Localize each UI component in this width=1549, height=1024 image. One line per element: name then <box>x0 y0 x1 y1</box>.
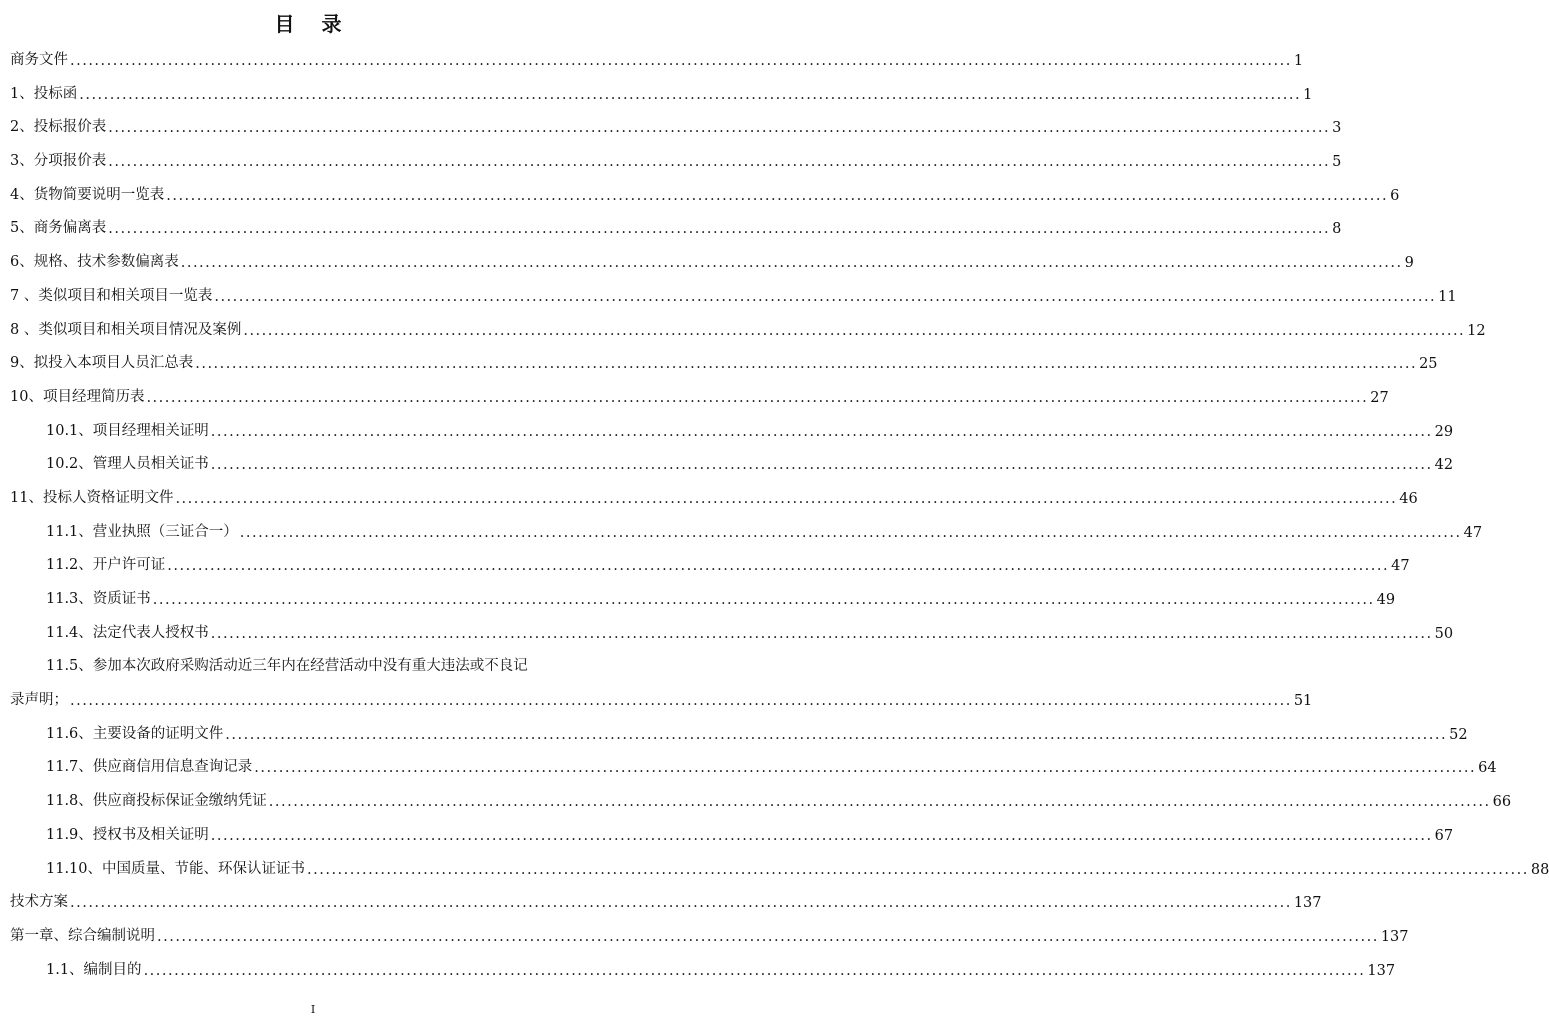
toc-entry[interactable] <box>10 177 1400 211</box>
toc-leader-dots: ........................................................................................................................................................................................................ <box>210 827 1433 844</box>
toc-entry-label: 9、拟投入本项目人员汇总表 <box>10 355 194 372</box>
toc-entry[interactable] <box>10 648 1313 715</box>
toc-entry-label: 11.4、法定代表人授权书 <box>46 624 209 641</box>
toc-entry-page-number: 137 <box>1293 895 1322 912</box>
toc-leader-dots: ........................................................................................................................................................................................................ <box>307 861 1529 878</box>
toc-leader-dots: ........................................................................................................................................................................................................ <box>108 154 1331 171</box>
toc-entry[interactable] <box>10 312 1486 346</box>
toc-entry-label-continued: 录声明； <box>10 692 68 709</box>
toc-leader-dots: ........................................................................................................................................................................................................ <box>152 592 1375 608</box>
toc-entry-page-number: 29 <box>1434 423 1454 440</box>
toc-entry[interactable] <box>10 514 1483 548</box>
toc-entry-page-number: 1 <box>1293 53 1304 69</box>
toc-entry[interactable] <box>10 42 1304 76</box>
toc-entry-page-number: 50 <box>1434 625 1454 642</box>
toc-entry-label: 10.1、项目经理相关证明 <box>46 422 209 439</box>
toc-entry-page-number: 64 <box>1478 760 1497 777</box>
toc-leader-dots: ........................................................................................................................................................................................................ <box>108 120 1331 137</box>
toc-entry-label: 10.2、管理人员相关证书 <box>46 456 209 473</box>
toc-entry-page-number: 11 <box>1438 288 1457 305</box>
toc-entry-label: 技术方案 <box>10 894 68 911</box>
toc-leader-dots: ........................................................................................................................................................................................................ <box>167 558 1390 575</box>
toc-leader-dots: ........................................................................................................................................................................................................ <box>108 221 1331 238</box>
toc-entry[interactable] <box>10 446 1454 480</box>
toc-entry-label: 6、规格、技术参数偏离表 <box>10 254 179 271</box>
toc-entry[interactable] <box>10 615 1454 649</box>
toc-entry-label: 1.1、编制目的 <box>46 961 142 978</box>
toc-entry-label: 3、分项报价表 <box>10 153 107 170</box>
toc-entry-label: 4、货物简要说明一览表 <box>10 186 165 203</box>
toc-entry-page-number: 3 <box>1332 120 1342 137</box>
toc-entry-page-number: 6 <box>1390 187 1400 204</box>
toc-leader-dots: ........................................................................................................................................................................................................ <box>214 288 1437 305</box>
toc-entry-label: 11.9、授权书及相关证明 <box>46 826 209 843</box>
toc-leader-dots: ........................................................................................................................................................................................................ <box>239 524 1462 541</box>
toc-entry[interactable] <box>10 547 1410 581</box>
toc-entry[interactable] <box>10 884 1322 918</box>
toc-entry-label: 10、项目经理简历表 <box>10 388 145 405</box>
toc-leader-dots: ........................................................................................................................................................................................................ <box>70 895 1292 912</box>
toc-entry[interactable] <box>10 210 1342 244</box>
toc-entry-page-number: 47 <box>1463 524 1483 541</box>
toc-entry[interactable] <box>10 76 1313 110</box>
toc-entry-page-number: 66 <box>1492 794 1512 811</box>
toc-title: 目 录 <box>274 12 352 36</box>
page-number-footer: I <box>310 1003 316 1016</box>
table-of-contents <box>10 42 1549 985</box>
toc-entry-label: 5、商务偏离表 <box>10 220 107 237</box>
toc-entry[interactable] <box>10 413 1454 447</box>
toc-entry-label: 1、投标函 <box>10 85 78 102</box>
toc-entry[interactable] <box>10 244 1414 278</box>
toc-entry-label: 第一章、综合编制说明 <box>10 927 155 944</box>
toc-leader-dots: ........................................................................................................................................................................................................ <box>225 726 1448 743</box>
toc-entry-label: 11.1、营业执照（三证合一） <box>46 523 238 540</box>
toc-entry-page-number: 47 <box>1391 558 1410 575</box>
toc-entry-page-number: 25 <box>1419 356 1438 373</box>
toc-entry-label: 商务文件 <box>10 52 68 68</box>
toc-entry[interactable] <box>10 749 1497 783</box>
toc-entry-page-number: 8 <box>1332 221 1342 238</box>
toc-entry-page-number: 27 <box>1370 389 1389 406</box>
toc-entry-page-number: 9 <box>1404 255 1414 272</box>
toc-entry-label: 11.10、中国质量、节能、环保认证证书 <box>46 860 306 877</box>
toc-leader-dots: ........................................................................................................................................................................................................ <box>166 187 1389 204</box>
toc-entry-page-number: 88 <box>1530 861 1549 878</box>
toc-leader-dots: ........................................................................................................................................................................................................ <box>157 928 1379 945</box>
toc-leader-dots: ........................................................................................................................................................................................................ <box>70 53 1292 69</box>
toc-entry[interactable] <box>10 345 1438 379</box>
toc-leader-dots: ........................................................................................................................................................................................................ <box>243 322 1466 339</box>
toc-entry-label: 11.8、供应商投标保证金缴纳凭证 <box>46 793 267 810</box>
toc-entry-label: 11、投标人资格证明文件 <box>10 489 174 506</box>
toc-leader-dots: ........................................................................................................................................................................................................ <box>210 423 1433 440</box>
toc-leader-dots: ........................................................................................................................................................................................................ <box>195 356 1418 373</box>
toc-leader-dots: ........................................................................................................................................................................................................ <box>268 794 1491 811</box>
toc-entry[interactable] <box>10 143 1342 177</box>
toc-entry[interactable] <box>10 783 1512 817</box>
toc-leader-dots: ........................................................................................................................................................................................................ <box>143 962 1366 979</box>
toc-entry-page-number: 5 <box>1332 154 1342 171</box>
toc-entry[interactable] <box>10 109 1342 143</box>
toc-entry[interactable] <box>10 851 1549 885</box>
toc-leader-dots: ........................................................................................................................................................................................................ <box>70 693 1292 710</box>
toc-entry-page-number: 52 <box>1449 726 1468 743</box>
toc-entry-page-number: 12 <box>1467 322 1486 339</box>
toc-leader-dots: ........................................................................................................................................................................................................ <box>175 490 1398 507</box>
toc-entry-label: 8 、类似项目和相关项目情况及案例 <box>10 321 242 338</box>
toc-entry-label: 2、投标报价表 <box>10 119 107 136</box>
toc-entry-page-number: 1 <box>1303 86 1313 103</box>
toc-leader-dots: ........................................................................................................................................................................................................ <box>210 625 1433 642</box>
toc-entry[interactable] <box>10 716 1468 750</box>
toc-entry-label: 11.3、资质证书 <box>46 591 151 607</box>
toc-entry-label: 11.6、主要设备的证明文件 <box>46 725 224 742</box>
toc-leader-dots: ........................................................................................................................................................................................................ <box>210 457 1433 474</box>
toc-entry[interactable] <box>10 379 1389 413</box>
toc-entry[interactable] <box>10 581 1396 615</box>
toc-entry-page-number: 42 <box>1434 457 1454 474</box>
toc-entry[interactable] <box>10 278 1457 312</box>
toc-entry-label: 11.2、开户许可证 <box>46 557 166 574</box>
toc-entry-page-number: 137 <box>1367 962 1396 979</box>
toc-entry[interactable] <box>10 918 1409 952</box>
toc-entry-page-number: 67 <box>1434 827 1454 844</box>
toc-entry-page-number: 51 <box>1293 693 1313 710</box>
toc-entry-label: 7 、类似项目和相关项目一览表 <box>10 287 213 304</box>
toc-leader-dots: ........................................................................................................................................................................................................ <box>180 255 1403 272</box>
toc-entry[interactable] <box>10 817 1454 851</box>
toc-entry-page-number: 49 <box>1376 592 1396 608</box>
toc-entry-label: 11.5、参加本次政府采购活动近三年内在经营活动中没有重大违法或不良记 <box>46 658 528 675</box>
toc-entry-page-number: 46 <box>1399 490 1418 507</box>
toc-leader-dots: ........................................................................................................................................................................................................ <box>254 760 1477 777</box>
toc-entry[interactable] <box>10 952 1396 986</box>
toc-entry[interactable] <box>10 480 1418 514</box>
toc-entry-label: 11.7、供应商信用信息查询记录 <box>46 759 253 776</box>
toc-leader-dots: ........................................................................................................................................................................................................ <box>79 86 1302 103</box>
toc-leader-dots: ........................................................................................................................................................................................................ <box>146 389 1369 406</box>
toc-entry-page-number: 137 <box>1380 928 1409 945</box>
